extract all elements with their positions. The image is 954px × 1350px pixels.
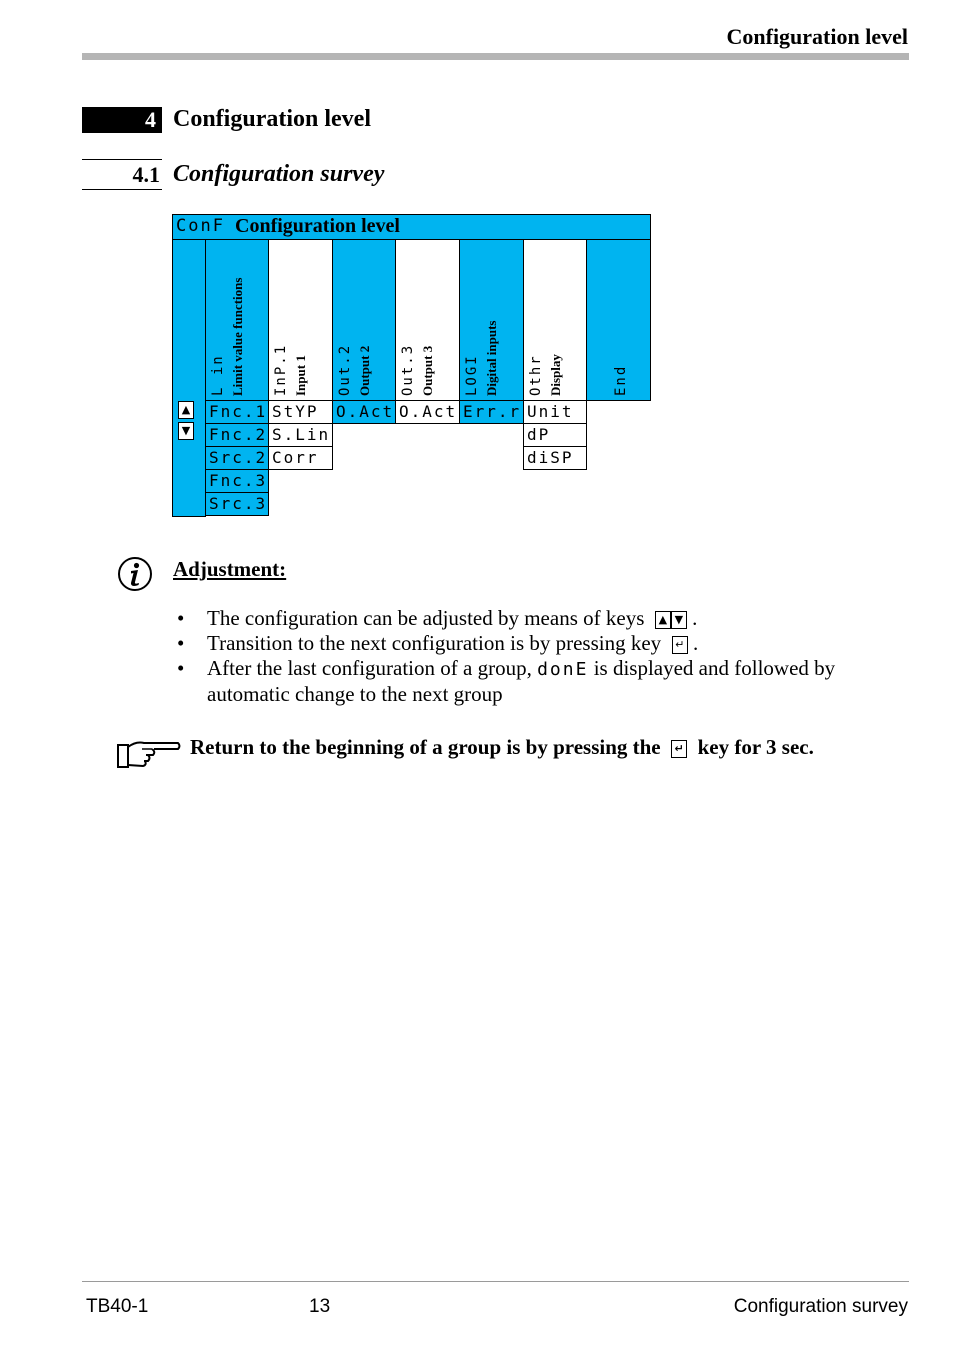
diagram-title-code: ConF [176,216,225,236]
diagram-title: Configuration level [235,215,400,237]
bullet-text-end: is displayed and followed by automatic change to the next group [207,656,836,706]
column-output-3 [395,239,460,401]
column-label: Digital inputs [484,320,499,396]
column-label: Output 3 [420,345,435,396]
column-code: L in [210,354,226,396]
enter-key-icon: ↵ [671,740,687,758]
config-cell: Unit [523,400,587,424]
running-header: Configuration level [726,24,908,49]
config-cell: Fnc.3 [205,469,269,493]
pointing-hand-icon [116,737,182,771]
config-cell: Src.3 [205,492,269,516]
config-cell: StYP [268,400,333,424]
config-cell: O.Act [332,400,396,424]
subsection-rule-top [82,159,162,160]
column-input-1 [268,239,333,401]
config-cell: Corr [268,446,333,470]
bullet-dot-icon: • [177,656,185,680]
adjustment-heading: Adjustment: [173,557,287,581]
column-limit-value-functions [205,239,269,401]
bullet-text-end: . [692,606,698,630]
bullet-text-end: . [692,631,699,655]
column-code: InP.1 [273,343,289,396]
subsection-rule-bottom [82,189,162,190]
up-key-icon: ▲ [178,401,194,419]
column-code: End [613,364,629,396]
info-icon [117,556,153,592]
bullet-text: After the last configuration of a group, [207,656,532,680]
column-digital-inputs [459,239,524,401]
enter-key-icon: ↵ [672,636,688,654]
config-cell: Err.r [459,400,524,424]
bullet-text: Transition to the next configuration is by pressing key [207,631,662,655]
footer-page-number: 13 [309,1296,331,1317]
column-label: Output 2 [357,345,372,396]
note-after: key for 3 sec. [697,735,814,759]
header-rule [82,53,909,60]
subsection-number: 4.1 [132,162,160,187]
done-code: donE [537,659,589,680]
bullet-item [173,631,913,656]
column-label: Display [548,354,563,396]
bullet-dot-icon: • [177,631,185,655]
section-number: 4 [82,107,162,133]
subsection-title: Configuration survey [173,161,385,187]
down-key-icon: ▼ [671,611,687,629]
column-code: Othr [528,354,544,396]
column-code: Out.3 [400,343,416,396]
column-code: LOGI [464,354,480,396]
config-cell: O.Act [395,400,460,424]
note-text [190,735,814,760]
adjustment-bullets [173,606,913,707]
footer-section: Configuration survey [733,1296,908,1317]
note-before: Return to the beginning of a group is by pressing the [190,735,661,759]
down-key-icon: ▼ [178,422,194,440]
bullet-item [173,656,913,707]
bullet-item [173,606,913,631]
config-cell: S.Lin [268,423,333,447]
config-cell: Fnc.1 [205,400,269,424]
bullet-text: The configuration can be adjusted by means of keys [207,606,645,630]
footer-doc: TB40-1 [86,1296,149,1317]
column-end [586,239,651,401]
section-title: Configuration level [173,106,371,132]
config-cell: Fnc.2 [205,423,269,447]
column-display [523,239,587,401]
footer-rule [82,1281,909,1282]
config-cell: diSP [523,446,587,470]
config-cell: dP [523,423,587,447]
column-code: Out.2 [337,343,353,396]
column-label: Limit value functions [230,277,245,396]
diagram-left-bar [172,239,206,517]
config-cell: Src.2 [205,446,269,470]
bullet-dot-icon: • [177,606,185,630]
column-label: Input 1 [293,355,308,396]
up-key-icon: ▲ [655,611,671,629]
column-output-2 [332,239,396,401]
